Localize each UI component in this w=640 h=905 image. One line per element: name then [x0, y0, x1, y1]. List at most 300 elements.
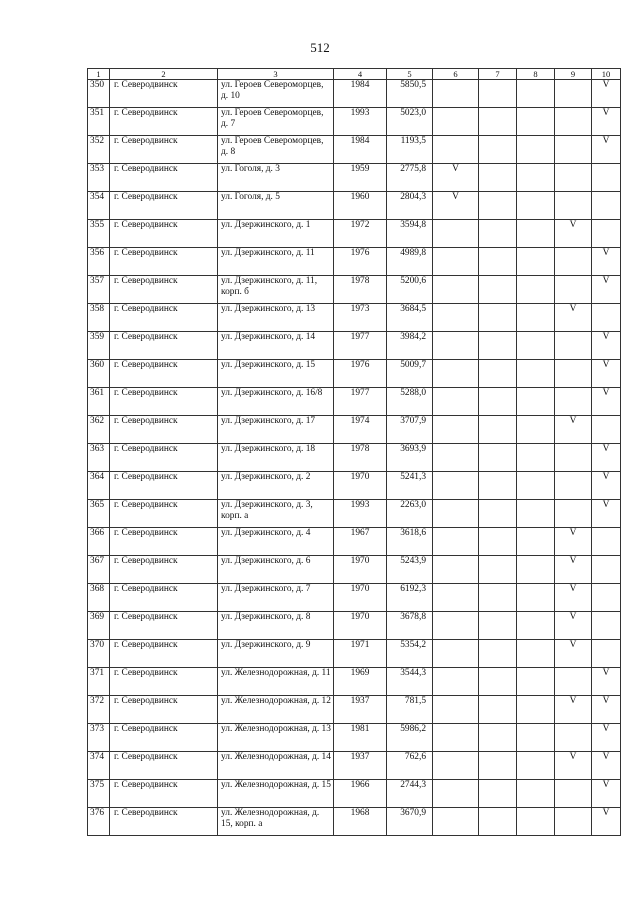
area-cell: 3618,6	[387, 528, 433, 556]
area-cell: 2775,8	[387, 164, 433, 192]
mark-col-8-cell	[517, 724, 555, 752]
address-cell: ул. Дзержинского, д. 4	[218, 528, 334, 556]
mark-col-7-cell	[479, 220, 517, 248]
mark-col-8-cell	[517, 500, 555, 528]
area-cell: 5200,6	[387, 276, 433, 304]
mark-col-8-cell	[517, 276, 555, 304]
mark-col-9-cell: V	[555, 304, 592, 332]
mark-col-6-cell	[433, 584, 479, 612]
area-cell: 5023,0	[387, 108, 433, 136]
mark-col-8-cell	[517, 528, 555, 556]
address-cell: ул. Героев Североморцев, д. 8	[218, 136, 334, 164]
row-number-cell: 363	[88, 444, 110, 472]
table-row	[88, 668, 621, 696]
city-cell: г. Северодвинск	[110, 360, 218, 388]
row-number-cell: 366	[88, 528, 110, 556]
year-built-cell: 1970	[334, 472, 387, 500]
address-cell: ул. Железнодорожная, д. 11	[218, 668, 334, 696]
table-row	[88, 164, 621, 192]
row-number-cell: 376	[88, 808, 110, 836]
mark-col-6-cell	[433, 276, 479, 304]
city-cell: г. Северодвинск	[110, 388, 218, 416]
city-cell: г. Северодвинск	[110, 556, 218, 584]
column-header-3: 3	[218, 69, 334, 80]
mark-col-6-cell	[433, 332, 479, 360]
mark-col-10-cell: V	[592, 472, 621, 500]
mark-col-9-cell	[555, 780, 592, 808]
column-header-5: 5	[387, 69, 433, 80]
city-cell: г. Северодвинск	[110, 696, 218, 724]
row-number-cell: 364	[88, 472, 110, 500]
area-cell: 3544,3	[387, 668, 433, 696]
header-row	[88, 69, 621, 80]
address-cell: ул. Дзержинского, д. 13	[218, 304, 334, 332]
table-header	[88, 69, 621, 80]
mark-col-10-cell	[592, 640, 621, 668]
mark-col-7-cell	[479, 304, 517, 332]
mark-col-10-cell	[592, 416, 621, 444]
area-cell: 2804,3	[387, 192, 433, 220]
city-cell: г. Северодвинск	[110, 472, 218, 500]
mark-col-8-cell	[517, 192, 555, 220]
mark-col-7-cell	[479, 556, 517, 584]
mark-col-8-cell	[517, 136, 555, 164]
mark-col-6-cell	[433, 696, 479, 724]
table-row	[88, 220, 621, 248]
row-number-cell: 361	[88, 388, 110, 416]
column-header-6: 6	[433, 69, 479, 80]
row-number-cell: 373	[88, 724, 110, 752]
mark-col-7-cell	[479, 108, 517, 136]
mark-col-10-cell	[592, 612, 621, 640]
address-cell: ул. Дзержинского, д. 16/8	[218, 388, 334, 416]
row-number-cell: 362	[88, 416, 110, 444]
table-row	[88, 612, 621, 640]
row-number-cell: 359	[88, 332, 110, 360]
mark-col-9-cell: V	[555, 528, 592, 556]
table-body	[88, 80, 621, 836]
mark-col-10-cell	[592, 164, 621, 192]
address-cell: ул. Дзержинского, д. 2	[218, 472, 334, 500]
mark-col-9-cell	[555, 724, 592, 752]
mark-col-8-cell	[517, 808, 555, 836]
mark-col-8-cell	[517, 248, 555, 276]
address-cell: ул. Железнодорожная, д. 12	[218, 696, 334, 724]
area-cell: 1193,5	[387, 136, 433, 164]
mark-col-10-cell	[592, 220, 621, 248]
mark-col-8-cell	[517, 640, 555, 668]
city-cell: г. Северодвинск	[110, 612, 218, 640]
address-cell: ул. Дзержинского, д. 14	[218, 332, 334, 360]
mark-col-7-cell	[479, 276, 517, 304]
year-built-cell: 1977	[334, 332, 387, 360]
mark-col-7-cell	[479, 80, 517, 108]
area-cell: 5354,2	[387, 640, 433, 668]
row-number-cell: 355	[88, 220, 110, 248]
mark-col-8-cell	[517, 584, 555, 612]
area-cell: 5009,7	[387, 360, 433, 388]
table-row	[88, 276, 621, 304]
mark-col-10-cell	[592, 304, 621, 332]
mark-col-9-cell: V	[555, 416, 592, 444]
area-cell: 3693,9	[387, 444, 433, 472]
mark-col-7-cell	[479, 528, 517, 556]
mark-col-8-cell	[517, 80, 555, 108]
mark-col-8-cell	[517, 108, 555, 136]
year-built-cell: 1976	[334, 248, 387, 276]
address-cell: ул. Дзержинского, д. 9	[218, 640, 334, 668]
mark-col-8-cell	[517, 752, 555, 780]
mark-col-7-cell	[479, 668, 517, 696]
mark-col-10-cell: V	[592, 136, 621, 164]
column-header-1: 1	[88, 69, 110, 80]
table-row	[88, 640, 621, 668]
mark-col-7-cell	[479, 444, 517, 472]
year-built-cell: 1937	[334, 752, 387, 780]
mark-col-10-cell	[592, 584, 621, 612]
mark-col-10-cell: V	[592, 80, 621, 108]
mark-col-6-cell: V	[433, 164, 479, 192]
mark-col-9-cell: V	[555, 556, 592, 584]
year-built-cell: 1978	[334, 444, 387, 472]
row-number-cell: 375	[88, 780, 110, 808]
address-cell: ул. Дзержинского, д. 17	[218, 416, 334, 444]
mark-col-9-cell	[555, 388, 592, 416]
year-built-cell: 1970	[334, 556, 387, 584]
mark-col-7-cell	[479, 612, 517, 640]
year-built-cell: 1960	[334, 192, 387, 220]
mark-col-7-cell	[479, 360, 517, 388]
mark-col-8-cell	[517, 472, 555, 500]
area-cell: 3984,2	[387, 332, 433, 360]
table-row	[88, 388, 621, 416]
mark-col-9-cell	[555, 164, 592, 192]
address-cell: ул. Дзержинского, д. 1	[218, 220, 334, 248]
city-cell: г. Северодвинск	[110, 444, 218, 472]
area-cell: 4989,8	[387, 248, 433, 276]
city-cell: г. Северодвинск	[110, 640, 218, 668]
year-built-cell: 1978	[334, 276, 387, 304]
row-number-cell: 360	[88, 360, 110, 388]
mark-col-8-cell	[517, 416, 555, 444]
mark-col-7-cell	[479, 136, 517, 164]
buildings-table	[87, 68, 621, 836]
mark-col-6-cell	[433, 612, 479, 640]
year-built-cell: 1959	[334, 164, 387, 192]
table-row	[88, 528, 621, 556]
mark-col-10-cell: V	[592, 724, 621, 752]
row-number-cell: 365	[88, 500, 110, 528]
address-cell: ул. Дзержинского, д. 11	[218, 248, 334, 276]
row-number-cell: 357	[88, 276, 110, 304]
mark-col-6-cell	[433, 724, 479, 752]
mark-col-6-cell	[433, 500, 479, 528]
city-cell: г. Северодвинск	[110, 584, 218, 612]
city-cell: г. Северодвинск	[110, 808, 218, 836]
year-built-cell: 1977	[334, 388, 387, 416]
area-cell: 3678,8	[387, 612, 433, 640]
mark-col-7-cell	[479, 472, 517, 500]
mark-col-9-cell: V	[555, 612, 592, 640]
mark-col-8-cell	[517, 556, 555, 584]
city-cell: г. Северодвинск	[110, 80, 218, 108]
area-cell: 762,6	[387, 752, 433, 780]
year-built-cell: 1984	[334, 136, 387, 164]
mark-col-7-cell	[479, 164, 517, 192]
address-cell: ул. Дзержинского, д. 11, корп. б	[218, 276, 334, 304]
year-built-cell: 1970	[334, 612, 387, 640]
area-cell: 3684,5	[387, 304, 433, 332]
mark-col-9-cell	[555, 136, 592, 164]
mark-col-6-cell	[433, 416, 479, 444]
mark-col-10-cell	[592, 556, 621, 584]
row-number-cell: 351	[88, 108, 110, 136]
mark-col-8-cell	[517, 780, 555, 808]
address-cell: ул. Дзержинского, д. 6	[218, 556, 334, 584]
address-cell: ул. Гоголя, д. 5	[218, 192, 334, 220]
year-built-cell: 1968	[334, 808, 387, 836]
mark-col-7-cell	[479, 500, 517, 528]
mark-col-6-cell	[433, 108, 479, 136]
year-built-cell: 1970	[334, 584, 387, 612]
mark-col-6-cell	[433, 136, 479, 164]
mark-col-6-cell: V	[433, 192, 479, 220]
table-row	[88, 108, 621, 136]
mark-col-7-cell	[479, 752, 517, 780]
mark-col-10-cell: V	[592, 752, 621, 780]
mark-col-6-cell	[433, 248, 479, 276]
mark-col-10-cell: V	[592, 668, 621, 696]
mark-col-8-cell	[517, 612, 555, 640]
mark-col-7-cell	[479, 584, 517, 612]
column-header-4: 4	[334, 69, 387, 80]
year-built-cell: 1976	[334, 360, 387, 388]
city-cell: г. Северодвинск	[110, 248, 218, 276]
mark-col-7-cell	[479, 780, 517, 808]
mark-col-7-cell	[479, 192, 517, 220]
area-cell: 5986,2	[387, 724, 433, 752]
row-number-cell: 354	[88, 192, 110, 220]
mark-col-6-cell	[433, 640, 479, 668]
year-built-cell: 1981	[334, 724, 387, 752]
area-cell: 781,5	[387, 696, 433, 724]
address-cell: ул. Железнодорожная, д. 13	[218, 724, 334, 752]
column-header-7: 7	[479, 69, 517, 80]
table-row	[88, 248, 621, 276]
area-cell: 5243,9	[387, 556, 433, 584]
area-cell: 3594,8	[387, 220, 433, 248]
area-cell: 5850,5	[387, 80, 433, 108]
mark-col-6-cell	[433, 752, 479, 780]
city-cell: г. Северодвинск	[110, 416, 218, 444]
row-number-cell: 367	[88, 556, 110, 584]
table-row	[88, 192, 621, 220]
column-header-2: 2	[110, 69, 218, 80]
city-cell: г. Северодвинск	[110, 304, 218, 332]
mark-col-10-cell: V	[592, 500, 621, 528]
mark-col-9-cell	[555, 108, 592, 136]
city-cell: г. Северодвинск	[110, 108, 218, 136]
city-cell: г. Северодвинск	[110, 136, 218, 164]
area-cell: 3670,9	[387, 808, 433, 836]
mark-col-7-cell	[479, 640, 517, 668]
mark-col-6-cell	[433, 444, 479, 472]
mark-col-8-cell	[517, 360, 555, 388]
row-number-cell: 374	[88, 752, 110, 780]
column-header-9: 9	[555, 69, 592, 80]
row-number-cell: 352	[88, 136, 110, 164]
city-cell: г. Северодвинск	[110, 668, 218, 696]
address-cell: ул. Дзержинского, д. 15	[218, 360, 334, 388]
table-row	[88, 360, 621, 388]
mark-col-10-cell	[592, 528, 621, 556]
table-row	[88, 444, 621, 472]
mark-col-7-cell	[479, 724, 517, 752]
mark-col-7-cell	[479, 332, 517, 360]
mark-col-6-cell	[433, 304, 479, 332]
city-cell: г. Северодвинск	[110, 164, 218, 192]
page-number: 512	[310, 40, 330, 55]
mark-col-9-cell	[555, 808, 592, 836]
mark-col-7-cell	[479, 696, 517, 724]
mark-col-7-cell	[479, 388, 517, 416]
address-cell: ул. Героев Североморцев, д. 10	[218, 80, 334, 108]
table-row	[88, 500, 621, 528]
area-cell: 5241,3	[387, 472, 433, 500]
mark-col-9-cell	[555, 444, 592, 472]
row-number-cell: 353	[88, 164, 110, 192]
year-built-cell: 1967	[334, 528, 387, 556]
city-cell: г. Северодвинск	[110, 500, 218, 528]
year-built-cell: 1974	[334, 416, 387, 444]
table-row	[88, 556, 621, 584]
mark-col-6-cell	[433, 528, 479, 556]
mark-col-9-cell: V	[555, 220, 592, 248]
table-row	[88, 808, 621, 836]
mark-col-9-cell	[555, 668, 592, 696]
year-built-cell: 1993	[334, 500, 387, 528]
table-row	[88, 696, 621, 724]
city-cell: г. Северодвинск	[110, 724, 218, 752]
address-cell: ул. Дзержинского, д. 8	[218, 612, 334, 640]
address-cell: ул. Железнодорожная, д. 15	[218, 780, 334, 808]
city-cell: г. Северодвинск	[110, 220, 218, 248]
row-number-cell: 350	[88, 80, 110, 108]
mark-col-6-cell	[433, 780, 479, 808]
row-number-cell: 371	[88, 668, 110, 696]
area-cell: 3707,9	[387, 416, 433, 444]
mark-col-8-cell	[517, 164, 555, 192]
mark-col-8-cell	[517, 304, 555, 332]
mark-col-6-cell	[433, 472, 479, 500]
mark-col-7-cell	[479, 808, 517, 836]
mark-col-8-cell	[517, 220, 555, 248]
row-number-cell: 356	[88, 248, 110, 276]
mark-col-8-cell	[517, 668, 555, 696]
mark-col-9-cell: V	[555, 640, 592, 668]
table-row	[88, 136, 621, 164]
mark-col-10-cell: V	[592, 332, 621, 360]
table-row	[88, 332, 621, 360]
address-cell: ул. Железнодорожная, д. 15, корп. а	[218, 808, 334, 836]
year-built-cell: 1973	[334, 304, 387, 332]
address-cell: ул. Дзержинского, д. 7	[218, 584, 334, 612]
year-built-cell: 1972	[334, 220, 387, 248]
column-header-8: 8	[517, 69, 555, 80]
mark-col-6-cell	[433, 360, 479, 388]
city-cell: г. Северодвинск	[110, 752, 218, 780]
mark-col-9-cell: V	[555, 584, 592, 612]
mark-col-6-cell	[433, 220, 479, 248]
mark-col-7-cell	[479, 416, 517, 444]
mark-col-9-cell	[555, 276, 592, 304]
mark-col-10-cell: V	[592, 444, 621, 472]
column-header-10: 10	[592, 69, 621, 80]
year-built-cell: 1969	[334, 668, 387, 696]
table-row	[88, 584, 621, 612]
year-built-cell: 1971	[334, 640, 387, 668]
mark-col-10-cell: V	[592, 248, 621, 276]
mark-col-7-cell	[479, 248, 517, 276]
mark-col-10-cell: V	[592, 696, 621, 724]
area-cell: 2744,3	[387, 780, 433, 808]
mark-col-10-cell: V	[592, 108, 621, 136]
area-cell: 5288,0	[387, 388, 433, 416]
mark-col-9-cell	[555, 80, 592, 108]
row-number-cell: 368	[88, 584, 110, 612]
year-built-cell: 1993	[334, 108, 387, 136]
address-cell: ул. Героев Североморцев, д. 7	[218, 108, 334, 136]
area-cell: 2263,0	[387, 500, 433, 528]
table-row	[88, 780, 621, 808]
city-cell: г. Северодвинск	[110, 276, 218, 304]
table-row	[88, 416, 621, 444]
mark-col-10-cell: V	[592, 388, 621, 416]
mark-col-8-cell	[517, 388, 555, 416]
address-cell: ул. Гоголя, д. 3	[218, 164, 334, 192]
mark-col-9-cell	[555, 192, 592, 220]
area-cell: 6192,3	[387, 584, 433, 612]
table-row	[88, 472, 621, 500]
table-row	[88, 80, 621, 108]
mark-col-8-cell	[517, 696, 555, 724]
mark-col-9-cell: V	[555, 696, 592, 724]
city-cell: г. Северодвинск	[110, 528, 218, 556]
mark-col-9-cell	[555, 332, 592, 360]
mark-col-10-cell	[592, 192, 621, 220]
mark-col-9-cell	[555, 500, 592, 528]
mark-col-6-cell	[433, 808, 479, 836]
mark-col-10-cell: V	[592, 360, 621, 388]
year-built-cell: 1984	[334, 80, 387, 108]
table-row	[88, 724, 621, 752]
mark-col-10-cell: V	[592, 808, 621, 836]
mark-col-9-cell	[555, 248, 592, 276]
year-built-cell: 1937	[334, 696, 387, 724]
row-number-cell: 369	[88, 612, 110, 640]
mark-col-10-cell: V	[592, 780, 621, 808]
city-cell: г. Северодвинск	[110, 332, 218, 360]
city-cell: г. Северодвинск	[110, 192, 218, 220]
mark-col-8-cell	[517, 444, 555, 472]
address-cell: ул. Железнодорожная, д. 14	[218, 752, 334, 780]
mark-col-9-cell: V	[555, 752, 592, 780]
mark-col-6-cell	[433, 388, 479, 416]
mark-col-9-cell	[555, 472, 592, 500]
city-cell: г. Северодвинск	[110, 780, 218, 808]
address-cell: ул. Дзержинского, д. 3, корп. а	[218, 500, 334, 528]
mark-col-6-cell	[433, 556, 479, 584]
